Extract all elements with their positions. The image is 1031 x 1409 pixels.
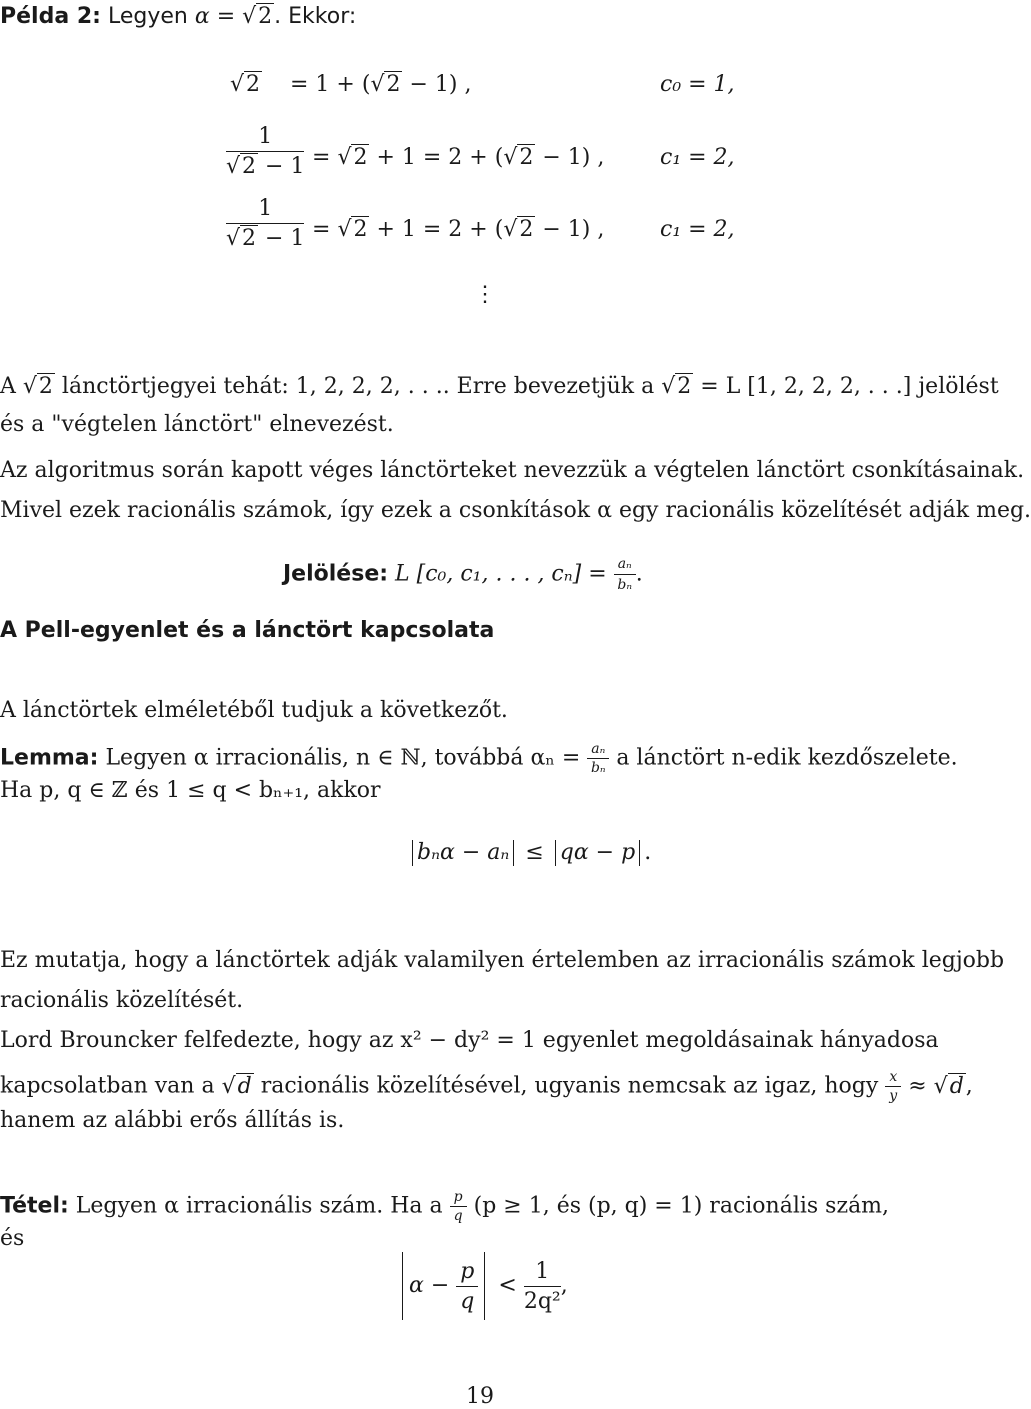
example-eq: =	[216, 4, 236, 29]
lemma-frac: $\frac{\text{aₙ}}{\text{bₙ}}$	[587, 742, 609, 775]
p6-sqrt-d: √d	[221, 1073, 252, 1099]
example-heading	[0, 6, 960, 28]
example-sqrt: √2	[242, 4, 273, 29]
theorem-rhs-frac: $\frac{1}{\text{2q²}}$	[523, 1258, 561, 1314]
equation-3-c: c₁ = 2,	[660, 217, 735, 242]
p6-sqrt-d-2: √d	[933, 1073, 964, 1099]
lemma-label: Lemma:	[0, 745, 99, 771]
theorem-label: Tétel:	[0, 1193, 69, 1219]
notation-frac: $\frac{\text{aₙ}}{\text{bₙ}}$	[614, 556, 636, 593]
example-text-after: . Ekkor:	[274, 4, 357, 29]
example-label: Példa 2:	[0, 4, 101, 29]
abs-bar	[484, 1252, 485, 1320]
ineq-right: qα − p	[559, 840, 636, 865]
paragraph-1-line-2: és a "végtelen lánctört" elnevezést.	[0, 412, 394, 437]
example-text-before: Legyen	[107, 4, 188, 29]
page-number: 19	[466, 1384, 494, 1409]
lemma-line-2: Ha p, q ∈ ℤ és 1 ≤ q < bₙ₊₁, akkor	[0, 778, 381, 803]
p1-c: = L [1, 2, 2, 2, . . .] jelölést	[700, 374, 999, 399]
theorem-ineq-end: ,	[560, 1273, 568, 1298]
paragraph-6-line-2	[0, 1069, 973, 1104]
theorem-text-2: (p ≥ 1, és (p, q) = 1) racionális szám,	[473, 1193, 890, 1219]
section-title: A Pell-egyenlet és a lánctört kapcsolata	[0, 618, 495, 643]
theorem-inequality	[396, 1252, 568, 1320]
example-alpha: α	[194, 4, 210, 29]
notation-label: Jelölése:	[283, 561, 389, 587]
example-root: 2	[258, 4, 273, 29]
equation-2-c: c₁ = 2,	[660, 145, 735, 170]
lemma-text-1: Legyen α irracionális, n ∈ ℕ, továbbá αₙ =	[105, 745, 581, 771]
equation-2-lhs: $\frac{1}{√2 - 1}$	[226, 124, 305, 179]
paragraph-3: Mivel ezek racionális számok, így ezek a csonkítások α egy racionális közelítését adják meg.	[0, 498, 1031, 523]
theorem-ineq-frac: $\frac{p}{q}$	[456, 1259, 478, 1314]
lemma-text-2: a lánctört n-edik kezdőszelete.	[616, 745, 958, 771]
theorem-frac: $\frac{p}{q}$	[450, 1190, 467, 1223]
notation-expr: L [c₀, c₁, . . . , cₙ] =	[395, 561, 607, 587]
p1-b: lánctörtjegyei tehát: 1, 2, 2, 2, . . .. Erre bevezetjük a	[61, 374, 655, 399]
equation-1-rhs: = 1 + (√2 − 1) ,	[290, 72, 472, 97]
p6-a: kapcsolatban van a	[0, 1073, 215, 1099]
p6-frac: $\frac{x}{y}$	[885, 1070, 901, 1103]
p1-sqrt-b: √2	[661, 374, 692, 399]
theorem-ineq-alpha: α −	[409, 1273, 450, 1298]
abs-bar	[412, 840, 413, 866]
equation-3-lhs: $\frac{1}{√2 - 1}$	[226, 196, 305, 251]
lemma-inequality	[408, 840, 651, 866]
ineq-op: ≤	[525, 840, 544, 865]
paragraph-2: Az algoritmus során kapott véges lánctörteket nevezzük a végtelen lánctört csonkításainak.	[0, 458, 1025, 483]
equation-1-c: c₀ = 1,	[660, 72, 735, 97]
theorem-line-2: és	[0, 1226, 25, 1251]
p6-approx: ≈	[908, 1073, 927, 1099]
equation-2-rhs: = √2 + 1 = 2 + (√2 − 1) ,	[312, 145, 605, 170]
theorem-line-1	[0, 1190, 960, 1223]
equation-1-lhs: √2	[230, 72, 261, 97]
abs-bar	[555, 840, 556, 866]
vdots: ⋮	[474, 282, 496, 307]
p1-sqrt-a: √2	[22, 374, 53, 399]
p1-a: A	[0, 374, 16, 399]
abs-bar	[513, 840, 514, 866]
ineq-end: .	[644, 840, 652, 865]
ineq-left: bₙα − aₙ	[417, 840, 510, 865]
notation-end: .	[635, 561, 643, 587]
abs-bar	[402, 1252, 403, 1320]
paragraph-5-line-1: Ez mutatja, hogy a lánctörtek adják valamilyen értelemben az irracionális számok legjobb	[0, 948, 1005, 973]
p6-b: racionális közelítésével, ugyanis nemcsak az igaz, hogy	[260, 1073, 879, 1099]
theorem-text-1: Legyen α irracionális szám. Ha a	[75, 1193, 443, 1219]
paragraph-6-line-1: Lord Brouncker felfedezte, hogy az x² − dy² = 1 egyenlet megoldásainak hányadosa	[0, 1028, 939, 1053]
notation	[283, 556, 643, 593]
p6-end: ,	[965, 1073, 973, 1099]
equation-3-rhs: = √2 + 1 = 2 + (√2 − 1) ,	[312, 217, 605, 242]
abs-bar	[639, 840, 640, 866]
paragraph-4: A lánctörtek elméletéből tudjuk a következőt.	[0, 698, 508, 723]
paragraph-5-line-2: racionális közelítését.	[0, 988, 244, 1013]
theorem-ineq-op: <	[498, 1273, 517, 1298]
paragraph-6-line-3: hanem az alábbi erős állítás is.	[0, 1108, 345, 1133]
lemma-line-1	[0, 742, 960, 775]
paragraph-1-line-1	[0, 374, 999, 399]
